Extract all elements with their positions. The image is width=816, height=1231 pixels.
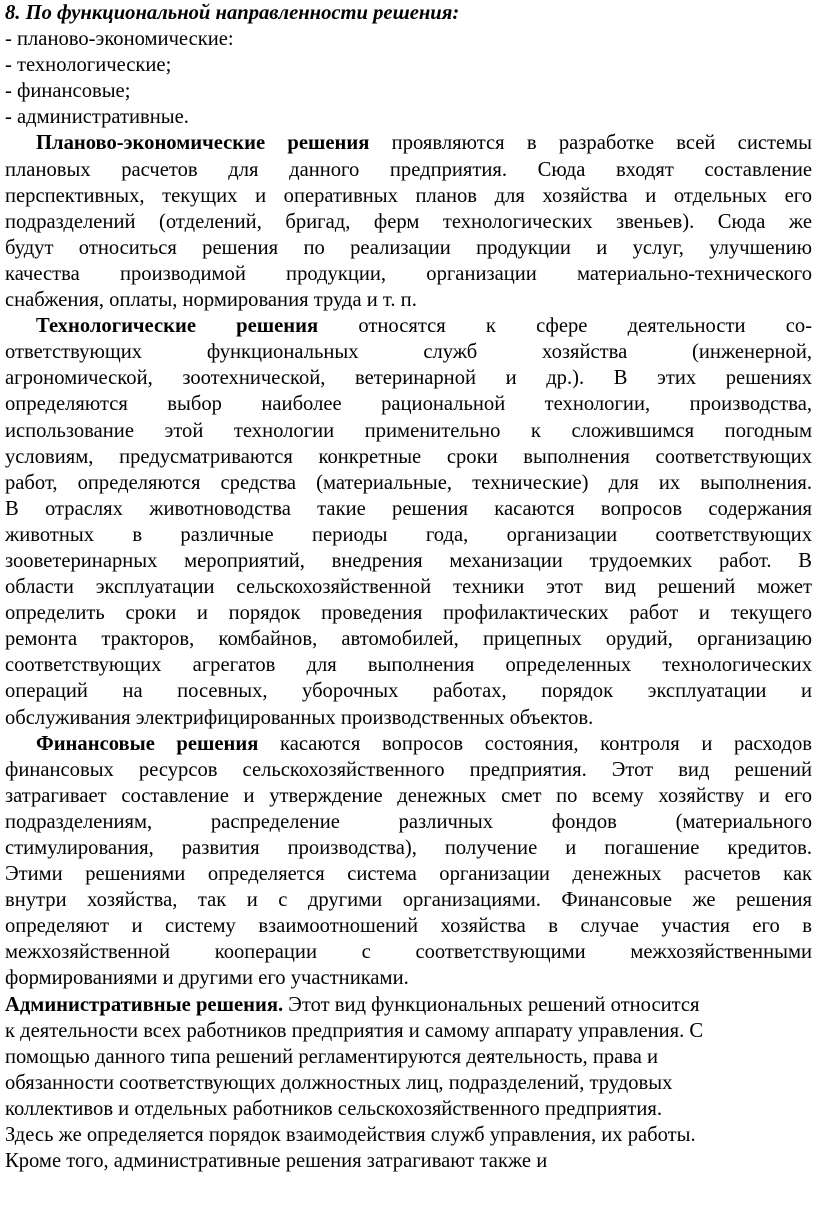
function-types-list <box>5 26 812 130</box>
paragraph-line: области эксплуатации сельскохозяйственной техники этот вид решений может <box>5 576 812 599</box>
paragraph-line: Кроме того, административные решения затрагивают также и <box>5 1150 548 1173</box>
paragraph-line: определяют и систему взаимоотношений хозяйства в случае участия его в <box>5 915 812 938</box>
paragraph-line: ответствующих функциональных служб хозяйства (инженерной, <box>5 341 812 364</box>
list-item: - планово-экономические: <box>5 28 234 51</box>
paragraph-line: В отраслях животноводства такие решения касаются вопросов содержания <box>5 497 812 520</box>
paragraph-line: перспективных, текущих и оперативных планов для хозяйства и отдельных его <box>5 184 812 207</box>
paragraph-line: условиям, предусматриваются конкретные сроки выполнения соответствующих <box>5 445 812 468</box>
paragraph-first-line <box>5 731 812 757</box>
paragraph-line: ремонта тракторов, комбайнов, автомобилей, прицепных орудий, организацию <box>5 628 812 651</box>
paragraph-financial <box>5 731 812 992</box>
paragraph-text: относятся к сфере деятельности со- <box>318 315 812 338</box>
term-planning-economic: Планово-экономические решения <box>36 132 370 155</box>
term-financial: Финансовые решения <box>36 732 259 755</box>
paragraph-line: помощью данного типа решений регламентируются деятельность, права и <box>5 1045 659 1068</box>
section-heading <box>5 0 812 26</box>
document-body <box>5 0 812 1174</box>
paragraph-first-line <box>5 130 812 156</box>
list-item: - административные. <box>5 106 189 129</box>
paragraph-line: определяются выбор наиболее рациональной технологии, производства, <box>5 393 812 416</box>
paragraph-line: стимулирования, развития производства), получение и погашение кредитов. <box>5 837 812 859</box>
paragraph-line: животных в различные периоды года, организации соответствующих <box>5 523 812 546</box>
paragraph-line: снабжения, оплаты, нормирования труда и т. п. <box>5 289 417 312</box>
paragraph-line: затрагивает составление и утверждение денежных смет по всему хозяйству и его <box>5 784 812 807</box>
term-administrative: Административные решения. <box>5 993 284 1016</box>
paragraph-line: определить сроки и порядок проведения профилактических работ и текущего <box>5 602 812 625</box>
paragraph-line: операций на посевных, уборочных работах, порядок эксплуатации и <box>5 680 812 703</box>
paragraph-line: формированиями и другими его участниками. <box>5 967 409 990</box>
paragraph-line: плановых расчетов для данного предприятия. Сюда входят составление <box>5 158 812 181</box>
section-heading-text: 8. По функциональной направленности решения: <box>5 2 460 24</box>
paragraph-line: Здесь же определяется порядок взаимодействия служб управления, их работы. <box>5 1124 696 1147</box>
paragraph-first-line <box>5 313 812 339</box>
paragraph-line: обслуживания электрифицированных производственных объектов. <box>5 706 594 729</box>
paragraph-text: касаются вопросов состояния, контроля и расходов <box>258 732 812 755</box>
paragraph-line: работ, определяются средства (материальные, технические) для их выполнения. <box>5 471 812 494</box>
paragraph-line: внутри хозяйства, так и с другими организациями. Финансовые же решения <box>5 889 812 912</box>
paragraph-text: проявляются в разработке всей системы <box>369 132 812 155</box>
paragraph-line: будут относиться решения по реализации продукции и услуг, улучшению <box>5 236 812 259</box>
paragraph-line: соответствующих агрегатов для выполнения определенных технологических <box>5 654 812 677</box>
paragraph-line: агрономической, зоотехнической, ветеринарной и др.). В этих решениях <box>5 367 812 390</box>
paragraph-line: финансовых ресурсов сельскохозяйственного предприятия. Этот вид решений <box>5 758 812 781</box>
paragraph-line: коллективов и отдельных работников сельскохозяйственного предприятия. <box>5 1097 663 1120</box>
paragraph-line: подразделениям, распределение различных фондов (материального <box>5 810 812 833</box>
paragraph-line: Этими решениями определяется система организации денежных расчетов как <box>5 863 812 886</box>
paragraph-line: к деятельности всех работников предприятия и самому аппарату управления. С <box>5 1019 704 1042</box>
paragraph-line: качества производимой продукции, организации материально-технического <box>5 262 812 285</box>
list-item: - финансовые; <box>5 80 131 103</box>
paragraph-line: обязанности соответствующих должностных лиц, подразделений, трудовых <box>5 1071 673 1094</box>
list-item: - технологические; <box>5 54 172 77</box>
term-technological: Технологические решения <box>36 315 319 338</box>
paragraph-line: зооветеринарных мероприятий, внедрения механизации трудоемких работ. В <box>5 549 812 572</box>
paragraph-administrative <box>5 992 812 1175</box>
paragraph-planning-economic <box>5 130 812 313</box>
paragraph-text: Этот вид функциональных решений относится <box>283 993 700 1016</box>
paragraph-first-line <box>5 992 812 1018</box>
paragraph-line: использование этой технологии применительно к сложившимся погодным <box>5 419 812 442</box>
paragraph-technological <box>5 313 812 731</box>
paragraph-line: межхозяйственной кооперации с соответствующими межхозяйственными <box>5 941 812 964</box>
paragraph-line: подразделений (отделений, бригад, ферм технологических звеньев). Сюда же <box>5 210 812 233</box>
